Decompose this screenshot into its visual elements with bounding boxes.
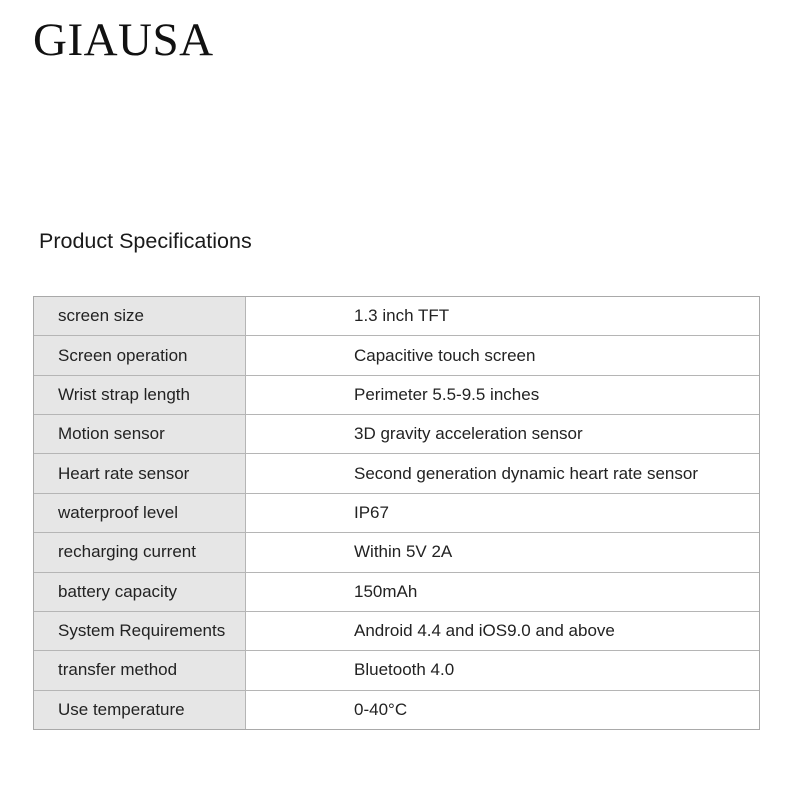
table-row — [34, 690, 759, 729]
table-row — [34, 650, 759, 689]
spec-label: Wrist strap length — [34, 376, 246, 414]
spec-label: System Requirements — [34, 612, 246, 650]
section-title: Product Specifications — [39, 229, 252, 253]
brand-logo: GIAUSA — [33, 14, 214, 66]
table-row — [34, 532, 759, 571]
spec-value: Android 4.4 and iOS9.0 and above — [354, 621, 615, 641]
table-row — [34, 375, 759, 414]
spec-value: Second generation dynamic heart rate sensor — [354, 463, 698, 483]
spec-label: Use temperature — [34, 691, 246, 729]
spec-label: recharging current — [34, 533, 246, 571]
table-row — [34, 493, 759, 532]
spec-label: Screen operation — [34, 336, 246, 374]
spec-value: IP67 — [354, 502, 389, 522]
spec-label: waterproof level — [34, 494, 246, 532]
table-row — [34, 297, 759, 335]
spec-label: battery capacity — [34, 573, 246, 611]
spec-value: 3D gravity acceleration sensor — [354, 424, 583, 444]
spec-value: 150mAh — [354, 581, 418, 601]
spec-label: Heart rate sensor — [34, 454, 246, 492]
table-row — [34, 335, 759, 374]
spec-value: 0-40°C — [354, 699, 408, 719]
spec-value: Bluetooth 4.0 — [354, 660, 455, 680]
table-row — [34, 572, 759, 611]
spec-label: Motion sensor — [34, 415, 246, 453]
spec-value: Capacitive touch screen — [354, 345, 536, 365]
spec-label: screen size — [34, 297, 246, 335]
table-row — [34, 414, 759, 453]
spec-value: 1.3 inch TFT — [354, 306, 450, 326]
table-row — [34, 611, 759, 650]
spec-value: Within 5V 2A — [354, 542, 453, 562]
spec-value: Perimeter 5.5-9.5 inches — [354, 384, 540, 404]
table-row — [34, 453, 759, 492]
spec-label: transfer method — [34, 651, 246, 689]
spec-table — [33, 296, 760, 730]
